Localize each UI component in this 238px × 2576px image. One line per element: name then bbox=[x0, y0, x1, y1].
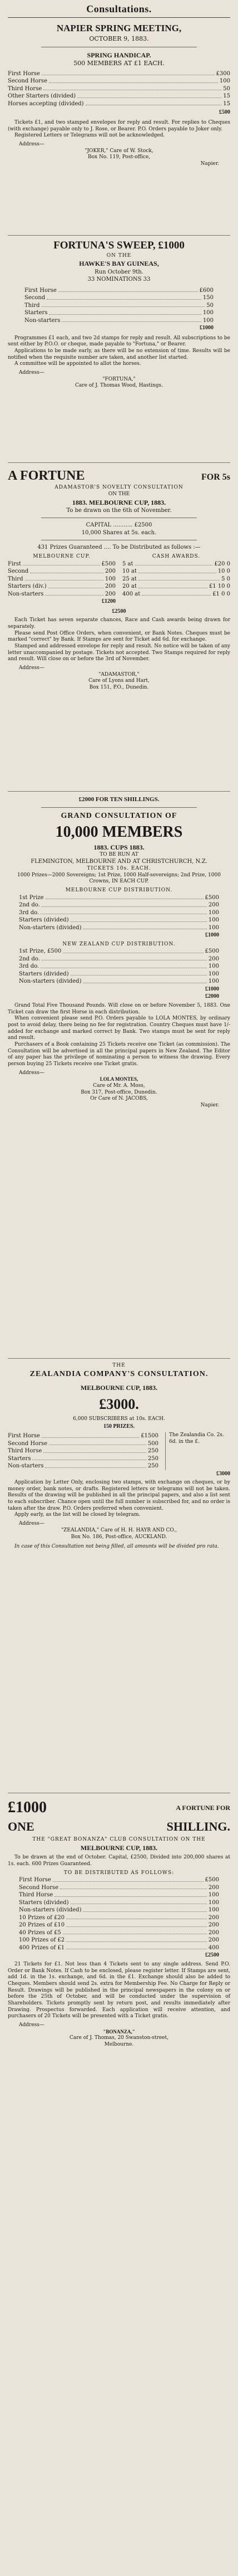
prize-amount: 250 bbox=[147, 1448, 158, 1455]
dot-leader bbox=[54, 1891, 207, 1897]
ad4-melbourne-list bbox=[8, 894, 230, 932]
prize-label: First Horse bbox=[19, 1877, 51, 1884]
advert-napier bbox=[8, 22, 230, 168]
prize-label: 40 Prizes of £5 bbox=[19, 1929, 61, 1936]
prize-label: Starters (div.) bbox=[8, 583, 47, 590]
cash-award-amount: 5 0 bbox=[221, 575, 230, 582]
ad4-melbourne-total: £1000 bbox=[205, 932, 219, 939]
ad5-body2: Apply early, as the list will be closed by telegram. bbox=[14, 1512, 141, 1518]
prize-row bbox=[8, 100, 230, 108]
prize-label: 20 Prizes of £10 bbox=[19, 1922, 65, 1929]
prize-row bbox=[24, 294, 214, 302]
ad4-grand: GRAND CONSULTATION OF bbox=[61, 811, 177, 820]
prize-row bbox=[8, 591, 116, 598]
ad4-address-label: Address— bbox=[19, 1070, 44, 1076]
prize-row bbox=[8, 85, 230, 93]
cash-award-row bbox=[122, 560, 230, 568]
prize-label: Third bbox=[8, 575, 23, 582]
dot-leader bbox=[138, 568, 216, 573]
ad3-address-town: Box 151, P.O., Dunedin. bbox=[89, 685, 149, 691]
ad3-subtitle: ADAMASTOR'S NOVELTY CONSULTATION bbox=[54, 485, 184, 491]
cash-award-label: 5 at bbox=[122, 560, 133, 567]
ad2-body3: A committee will be appointed to allot the horses. bbox=[14, 361, 141, 367]
prize-amount: 100 bbox=[208, 970, 219, 977]
advert-adamastor bbox=[8, 467, 230, 691]
ad6-address-line: Care of J. Thomas, 20 Swanston-street, bbox=[70, 2035, 168, 2041]
prize-row bbox=[19, 1944, 219, 1952]
prize-amount: 15 bbox=[223, 93, 230, 100]
ad5-address-name: "ZEALANDIA," Care of H. H. HAYR AND CO., bbox=[61, 1527, 177, 1533]
prize-amount: £600 bbox=[199, 287, 214, 294]
prize-row bbox=[19, 1914, 219, 1922]
ad4-nz-total: £1000 bbox=[205, 985, 219, 992]
ad2-prize-list bbox=[8, 287, 230, 325]
prize-label: Non-starters bbox=[8, 591, 44, 597]
cash-award-label: 10 at bbox=[122, 568, 137, 575]
ad2-nominations: 33 NOMINATIONS 33 bbox=[87, 276, 151, 283]
ad3-title-right: FOR 5s bbox=[201, 472, 230, 482]
prize-row bbox=[8, 77, 230, 85]
prize-label: Second bbox=[24, 295, 46, 301]
ad6-distrib-head: TO BE DISTRIBUTED AS FOLLOWS: bbox=[63, 1870, 175, 1876]
prize-row bbox=[8, 560, 116, 568]
dot-leader bbox=[63, 1929, 207, 1935]
prize-amount: 100 bbox=[208, 1907, 219, 1914]
prize-row bbox=[19, 924, 219, 932]
prize-label: Starters (divided) bbox=[19, 917, 69, 924]
ad6-address-town: Melbourne. bbox=[104, 2042, 134, 2048]
ad4-address-line: Care of Mr. A. Moss, bbox=[93, 1083, 145, 1089]
prize-amount: 200 bbox=[208, 955, 219, 962]
prize-amount: 100 bbox=[208, 909, 219, 916]
prize-label: Second bbox=[8, 568, 29, 575]
ad6-one: ONE bbox=[8, 1819, 34, 1833]
ad1-title: NAPIER SPRING MEETING, bbox=[56, 23, 182, 33]
ad5-address-label: Address— bbox=[19, 1521, 44, 1527]
prize-amount: £500 bbox=[205, 1877, 219, 1884]
prize-row bbox=[19, 1899, 219, 1907]
prize-label: Third Horse bbox=[8, 85, 42, 92]
ad6-address-name: "BONANZA," bbox=[103, 2028, 135, 2035]
prize-amount: 100 bbox=[208, 978, 219, 985]
ad6-total: £2500 bbox=[205, 1952, 219, 1959]
prize-amount: 100 bbox=[208, 917, 219, 924]
prize-row bbox=[19, 894, 219, 902]
prize-label: Starters (divided) bbox=[19, 970, 69, 977]
prize-amount: 15 bbox=[223, 100, 230, 107]
dot-leader bbox=[32, 1455, 146, 1461]
ad4-tickets: TICKETS 10s. EACH. bbox=[87, 865, 151, 871]
prize-amount: 500 bbox=[147, 1440, 158, 1447]
ad5-address-line: Box No. 186, Post-office, AUCKLAND. bbox=[71, 1534, 167, 1540]
ad3-melbourne-head: MELBOURNE CUP. bbox=[33, 553, 91, 559]
prize-row bbox=[19, 955, 219, 963]
dot-leader bbox=[49, 77, 218, 83]
ad3-address-name: "ADAMASTOR," bbox=[98, 671, 140, 677]
prize-row bbox=[8, 1447, 158, 1455]
prize-label: 1st Prize bbox=[19, 894, 44, 901]
dot-leader bbox=[138, 575, 220, 581]
prize-amount: 100 bbox=[208, 1892, 219, 1899]
prize-label: 1st Prize, £500 bbox=[19, 948, 62, 955]
cash-award-amount: £1 10 0 bbox=[209, 583, 230, 590]
prize-row bbox=[19, 901, 219, 909]
cash-award-row bbox=[122, 583, 230, 591]
prize-label: First Horse bbox=[8, 70, 40, 77]
ad3-capital: CAPITAL ........... £2500 bbox=[86, 522, 152, 529]
ad2-title: FORTUNA'S SWEEP, £1000 bbox=[53, 240, 185, 251]
dot-leader bbox=[49, 309, 201, 315]
ad3-body3: Stamped and addressed envelope for reply and result. No notice will be taken of any letter unaccompanied by postage. Tickets not accepted. Two Stamps required for reply and result. Will close on or before the 3rd of November. bbox=[8, 643, 230, 662]
dot-leader bbox=[66, 1944, 207, 1950]
dot-leader bbox=[83, 978, 206, 983]
dot-leader bbox=[30, 568, 103, 573]
advert-fortuna bbox=[8, 238, 230, 389]
prize-label: First Horse bbox=[8, 1433, 40, 1440]
ad4-nz-head: NEW ZEALAND CUP DISTRIBUTION. bbox=[62, 941, 176, 947]
ad3-address-label: Address— bbox=[19, 665, 44, 671]
ad5-subs: 6,000 SUBSCRIBERS at 10s. EACH. bbox=[73, 1416, 165, 1422]
ad1-body2: Registered Letters or Telegrams will not be acknowledged. bbox=[14, 133, 165, 139]
cash-award-label: 20 at bbox=[122, 583, 137, 590]
dot-leader bbox=[42, 901, 207, 907]
prize-label: Non-starters bbox=[8, 1463, 44, 1470]
dot-leader bbox=[83, 1906, 206, 1912]
prize-amount: £1500 bbox=[141, 1433, 158, 1440]
prize-amount: 200 bbox=[105, 568, 116, 575]
prize-label: Second Horse bbox=[19, 1884, 58, 1891]
dot-leader bbox=[23, 560, 100, 566]
dot-leader bbox=[45, 1462, 146, 1468]
prize-label: Starters bbox=[8, 1455, 31, 1462]
cash-award-amount: £20 0 bbox=[214, 560, 230, 567]
ad5-prize-list bbox=[8, 1432, 158, 1470]
ad4-address-town: Napier. bbox=[200, 1102, 219, 1109]
prize-amount: £500 bbox=[101, 560, 116, 567]
dot-leader bbox=[66, 1914, 207, 1920]
prize-row bbox=[8, 1462, 158, 1470]
ad4-run: TO BE RUN AT bbox=[100, 851, 138, 857]
dot-leader bbox=[71, 916, 207, 922]
prize-amount: 150 bbox=[202, 295, 214, 301]
ad6-address-label: Address— bbox=[19, 2022, 44, 2028]
ad6-fortune-for: A FORTUNE FOR bbox=[176, 1803, 230, 1812]
ad3-cash-list bbox=[122, 560, 230, 598]
prize-row bbox=[19, 1891, 219, 1899]
prize-label: Non-starters (divided) bbox=[19, 1907, 82, 1914]
prize-amount: 200 bbox=[208, 1937, 219, 1944]
ad5-race: MELBOURNE CUP, 1883. bbox=[80, 1383, 158, 1392]
prize-row bbox=[8, 70, 230, 78]
ad2-body1: Programmes £1 each, and two 2d stamps for reply and result. All subscriptions to be sent either by P.O.O. or cheque, made payable to "Fortuna," or Bearer. bbox=[8, 335, 230, 348]
prize-row bbox=[19, 978, 219, 985]
advert-lola-montes bbox=[8, 796, 230, 1109]
prize-label: Third Horse bbox=[19, 1892, 53, 1899]
ad3-melbourne-list bbox=[8, 560, 116, 598]
prize-amount: 200 bbox=[105, 583, 116, 590]
page-title: Consultations. bbox=[8, 0, 230, 18]
prize-row bbox=[8, 575, 116, 583]
dot-leader bbox=[142, 591, 211, 596]
ad6-shilling: SHILLING. bbox=[166, 1819, 230, 1833]
ad1-members: 500 MEMBERS AT £1 EACH. bbox=[73, 59, 165, 67]
ad3-prizes-line: 431 Prizes Guaranteed .... To be Distributed as follows :— bbox=[37, 544, 201, 551]
prize-amount: 250 bbox=[147, 1463, 158, 1470]
prize-amount: 100 bbox=[219, 78, 230, 85]
prize-amount: 50 bbox=[206, 302, 214, 309]
prize-label: 3rd do. bbox=[19, 963, 39, 970]
dot-leader bbox=[41, 963, 207, 968]
ad2-address-name: "FORTUNA," bbox=[102, 376, 136, 382]
dot-leader bbox=[25, 575, 103, 581]
ad1-total: £500 bbox=[219, 109, 230, 116]
ad2-address-label: Address— bbox=[19, 369, 44, 375]
prize-amount: £500 bbox=[205, 894, 219, 901]
ad2-address-line: Care of J. Thomas Wood, Hastings. bbox=[75, 383, 163, 389]
ad3-drawing: To be drawn on the 6th of November. bbox=[66, 507, 172, 514]
ad1-date: OCTOBER 9, 1883. bbox=[89, 35, 149, 42]
ad5-footnote: In case of this Consultation not being filled, all amounts will be divided pro rata. bbox=[14, 1544, 219, 1550]
prize-amount: 50 bbox=[223, 85, 230, 92]
ad4-address-name: LOLA MONTES, bbox=[100, 1076, 138, 1082]
prize-label: Third Horse bbox=[8, 1448, 42, 1455]
prize-amount: 200 bbox=[208, 1914, 219, 1921]
dot-leader bbox=[42, 302, 205, 308]
dot-leader bbox=[46, 894, 204, 900]
prize-row bbox=[19, 970, 219, 978]
prize-row bbox=[24, 317, 214, 325]
cash-award-row bbox=[122, 591, 230, 598]
prize-row bbox=[19, 1921, 219, 1929]
prize-amount: 200 bbox=[208, 1922, 219, 1929]
ad4-body3: Purchasers of a Book containing 25 Tickets receive one Ticket (as commission). The Consultation will be advertised in all the principal papers in New Zealand. The Editor of any paper has the privilege of nominating a person to witness the drawing. Every person buying 25 Tickets receive one Ticket gratis. bbox=[8, 1041, 230, 1067]
dot-leader bbox=[71, 970, 207, 976]
ad2-race: HAWKE'S BAY GUINEAS, bbox=[79, 260, 159, 268]
ad5-body1: Application by Letter Only, enclosing two stamps, with exchange on cheques, or by money order, bank notes, or drafts. Registered letters or telegrams will not be taken. Results of the drawing will be published in all the principal papers, and also a list sent to each subscriber. Chance open until the full number is subscribed for, and no order is taken after the draw. P.O. Orders preferred when convenient. bbox=[8, 1480, 230, 1511]
dot-leader bbox=[53, 1876, 204, 1882]
ad4-address-or: Or Care of N. JACOBS, bbox=[90, 1096, 148, 1102]
prize-amount: 200 bbox=[105, 591, 116, 597]
prize-row bbox=[19, 1906, 219, 1914]
ad4-venues: FLEMINGTON, MELBOURNE AND AT CHRISTCHURCH, N.Z. bbox=[31, 858, 207, 865]
ad3-cash-head: CASH AWARDS. bbox=[152, 553, 201, 559]
prize-row bbox=[8, 568, 116, 575]
prize-label: Non-starters (divided) bbox=[19, 924, 82, 931]
ad5-note: The Zealandia Co. 2s. 6d. in the £. bbox=[165, 1432, 230, 1470]
ad4-nz-list bbox=[8, 948, 230, 985]
ad3-shares: 10,000 Shares at 5s. each. bbox=[81, 529, 157, 536]
dot-leader bbox=[45, 591, 103, 596]
ad4-members: 10,000 MEMBERS bbox=[55, 823, 183, 841]
prize-amount: 100 bbox=[105, 575, 116, 582]
prize-amount: 100 bbox=[208, 963, 219, 970]
prize-row bbox=[24, 302, 214, 310]
prize-row bbox=[8, 583, 116, 591]
dot-leader bbox=[83, 924, 206, 930]
dot-leader bbox=[42, 70, 215, 76]
ad3-title-left: A FORTUNE bbox=[8, 469, 85, 483]
ad5-title: ZEALANDIA COMPANY'S CONSULTATION. bbox=[29, 1369, 209, 1378]
ad6-big-left: £1000 bbox=[8, 1799, 47, 1816]
prize-label: Starters (divided) bbox=[19, 1899, 69, 1906]
prize-row bbox=[19, 948, 219, 955]
ad6-race: MELBOURNE CUP, 1883. bbox=[80, 1844, 158, 1852]
prize-label: Horses accepting (divided) bbox=[8, 100, 84, 107]
ad2-run: Run October 9th. bbox=[95, 269, 143, 275]
prize-label: Second Horse bbox=[8, 1440, 47, 1447]
ad1-address-name: "JOKER," Care of W. Stock, bbox=[85, 148, 153, 154]
ad4-grand-total: £2000 bbox=[205, 993, 219, 1000]
ad1-prize-list bbox=[8, 70, 230, 108]
prize-amount: 100 bbox=[208, 1899, 219, 1906]
ad4-address-box: Box 317, Post-office, Dunedin. bbox=[81, 1089, 157, 1095]
prize-row bbox=[19, 916, 219, 924]
dot-leader bbox=[66, 1936, 207, 1942]
dot-leader bbox=[43, 1447, 146, 1453]
prize-amount: 100 bbox=[202, 317, 214, 324]
prize-label: 3rd do. bbox=[19, 909, 39, 916]
ad5-total: £3000 bbox=[216, 1470, 230, 1477]
dot-leader bbox=[41, 909, 207, 915]
prize-amount: 200 bbox=[208, 1884, 219, 1891]
dot-leader bbox=[49, 1440, 146, 1446]
ad4-top: £2000 FOR TEN SHILLINGS. bbox=[78, 796, 160, 803]
dot-leader bbox=[138, 583, 207, 588]
prize-amount: £500 bbox=[205, 948, 219, 955]
prize-row bbox=[19, 1929, 219, 1937]
prize-label: Starters bbox=[24, 310, 48, 316]
cash-award-row bbox=[122, 568, 230, 575]
newspaper-column bbox=[8, 0, 230, 2576]
prize-label: First Horse bbox=[24, 287, 57, 294]
cash-award-row bbox=[122, 575, 230, 583]
ad1-address-label: Address— bbox=[19, 141, 44, 147]
prize-row bbox=[8, 1432, 158, 1440]
dot-leader bbox=[135, 560, 213, 566]
ad2-on-the: ON THE bbox=[106, 252, 132, 258]
dot-leader bbox=[42, 955, 207, 961]
prize-amount: 200 bbox=[208, 1929, 219, 1936]
ad3-race: 1883. MELBOURNE CUP, 1883. bbox=[72, 498, 166, 506]
dot-leader bbox=[77, 92, 221, 98]
ad2-total: £1000 bbox=[200, 325, 214, 331]
prize-row bbox=[19, 1876, 219, 1884]
dot-leader bbox=[58, 287, 198, 292]
ad6-prize-list bbox=[8, 1876, 230, 1951]
prize-amount: 250 bbox=[147, 1455, 158, 1462]
prize-row bbox=[8, 92, 230, 100]
dot-leader bbox=[63, 948, 203, 953]
prize-label: Second Horse bbox=[8, 78, 47, 85]
ad3-on-the: ON THE bbox=[108, 491, 130, 497]
cash-award-label: 400 at bbox=[122, 591, 141, 597]
prize-label: First bbox=[8, 560, 22, 567]
prize-amount: £300 bbox=[216, 70, 230, 77]
prize-label: Other Starters (divided) bbox=[8, 93, 76, 100]
prize-label: Third bbox=[24, 302, 40, 309]
cash-award-amount: 10 0 bbox=[217, 568, 230, 575]
prize-row bbox=[8, 1455, 158, 1463]
prize-row bbox=[24, 287, 214, 295]
ad6-body1: 21 Tickets for £1. Not less than 4 Tickets sent to any single address. Send P.O. Order or Bank Notes. If Cash to be enclosed, please register letter. If Stamps are sent, add 1d. in the 1s. exchange, and 6d. in the £1. Exchange should also be added to Cheques. Members should send 2s. extra for Membership Fee. No Charge for Reply or Result. Drawings will be published in the principal newspapers in the colony on or before the 25th of October, and will be conducted under the supervision of Shareholders. Tickets promptly sent by return post, and results immediately after Drawing. Prospectus forwarded. Each application will receive attention, and purchasers of 20 Tickets will be presented with a Ticket gratis. bbox=[8, 1961, 230, 2019]
dot-leader bbox=[42, 1432, 139, 1438]
prize-amount: 200 bbox=[208, 902, 219, 909]
ad6-drawing: To be drawn at the end of October. Capital, £2500, Divided into 200,000 shares at 1s. each. 600 Prizes Guaranteed. bbox=[8, 1855, 230, 1867]
dot-leader bbox=[43, 85, 221, 91]
ad6-the-great: THE "GREAT BONANZA" CLUB CONSULTATION ON THE bbox=[32, 1837, 206, 1843]
prize-label: 400 Prizes of £1 bbox=[19, 1944, 65, 1951]
cash-award-amount: £1 0 0 bbox=[212, 591, 230, 597]
ad5-prizes-head: 150 PRIZES. bbox=[103, 1423, 135, 1430]
prize-label: 10 Prizes of £20 bbox=[19, 1914, 65, 1921]
ad1-address-line: Box No. 119, Post-office, bbox=[87, 154, 151, 160]
prize-label: 2nd do. bbox=[19, 902, 40, 909]
cash-award-label: 25 at bbox=[122, 575, 137, 582]
ad5-the: THE bbox=[112, 1363, 126, 1368]
dot-leader bbox=[86, 100, 222, 106]
prize-row bbox=[19, 909, 219, 917]
ad3-melbourne-total: £1200 bbox=[102, 598, 116, 605]
advert-bonanza bbox=[8, 1797, 230, 2048]
prize-amount: 100 bbox=[208, 924, 219, 931]
prize-label: Non-starters bbox=[24, 317, 61, 324]
dot-leader bbox=[60, 1884, 207, 1890]
dot-leader bbox=[62, 317, 201, 323]
ad5-amount: £3000. bbox=[99, 1396, 139, 1412]
prize-row bbox=[19, 963, 219, 970]
ad3-grand-total: £2500 bbox=[112, 608, 126, 614]
prize-label: Non-starters (divided) bbox=[19, 978, 82, 985]
prize-amount: 400 bbox=[208, 1944, 219, 1951]
ad1-address-town: Napier. bbox=[200, 160, 219, 167]
prize-row bbox=[8, 1440, 158, 1448]
dot-leader bbox=[71, 1899, 207, 1905]
ad4-melbourne-head: MELBOURNE CUP DISTRIBUTION. bbox=[65, 887, 173, 893]
ad3-address-line: Care of Lyons and Hart, bbox=[88, 678, 150, 684]
ad1-race: SPRING HANDICAP. bbox=[87, 51, 151, 59]
prize-label: 2nd do. bbox=[19, 955, 40, 962]
prize-row bbox=[19, 1936, 219, 1944]
ad4-body1: Grand Total Five Thousand Pounds. Will close on or before November 5, 1883. One Ticket can draw the first Horse in each distribution. bbox=[8, 1002, 230, 1015]
prize-label: 100 Prizes of £2 bbox=[19, 1937, 65, 1944]
prize-row bbox=[19, 1884, 219, 1892]
dot-leader bbox=[47, 294, 201, 300]
dot-leader bbox=[48, 583, 103, 588]
prize-row bbox=[24, 309, 214, 317]
ad3-body2: Please send Post Office Orders, when convenient, or Bank Notes. Cheques must be marked "correct" by Bank. If Stamps are sent for Ticket add 6d. for exchange. bbox=[8, 630, 230, 643]
ad4-cups: 1883. CUPS 1883. bbox=[93, 843, 145, 851]
ad4-body2: When convenient please send P.O. Orders payable to LOLA MONTES, by ordinary post to avoid delay, there being no fee for registration. Country Cheques must have 1/- added for exchange and marked correct by Bank. Two stamps must be sent for reply and result. bbox=[8, 1016, 230, 1041]
ad3-body1: Each Ticket has seven separate chances, Race and Cash awards being drawn for separately. bbox=[8, 617, 230, 630]
dot-leader bbox=[66, 1921, 207, 1927]
ad2-body2: Applications to be made early, as there will be no extension of time. Results will be notified when the requisite number are taken, and another list started. bbox=[8, 348, 230, 360]
ad4-prizes-line: 1000 Prizes—2000 Sovereigns; 1st Prize, 1000 Half-sovereigns; 2nd Prize, 1000 Crowns, IN EACH CUP. bbox=[17, 872, 221, 885]
ad1-body: Tickets £1, and two stamped envelopes for reply and result. For replies to Cheques (with exchange) payable only to J. Rose, or Bearer. P.O. Orders payable to Joker only. bbox=[8, 119, 230, 132]
prize-amount: 100 bbox=[202, 310, 214, 316]
advert-zealandia bbox=[8, 1363, 230, 1550]
